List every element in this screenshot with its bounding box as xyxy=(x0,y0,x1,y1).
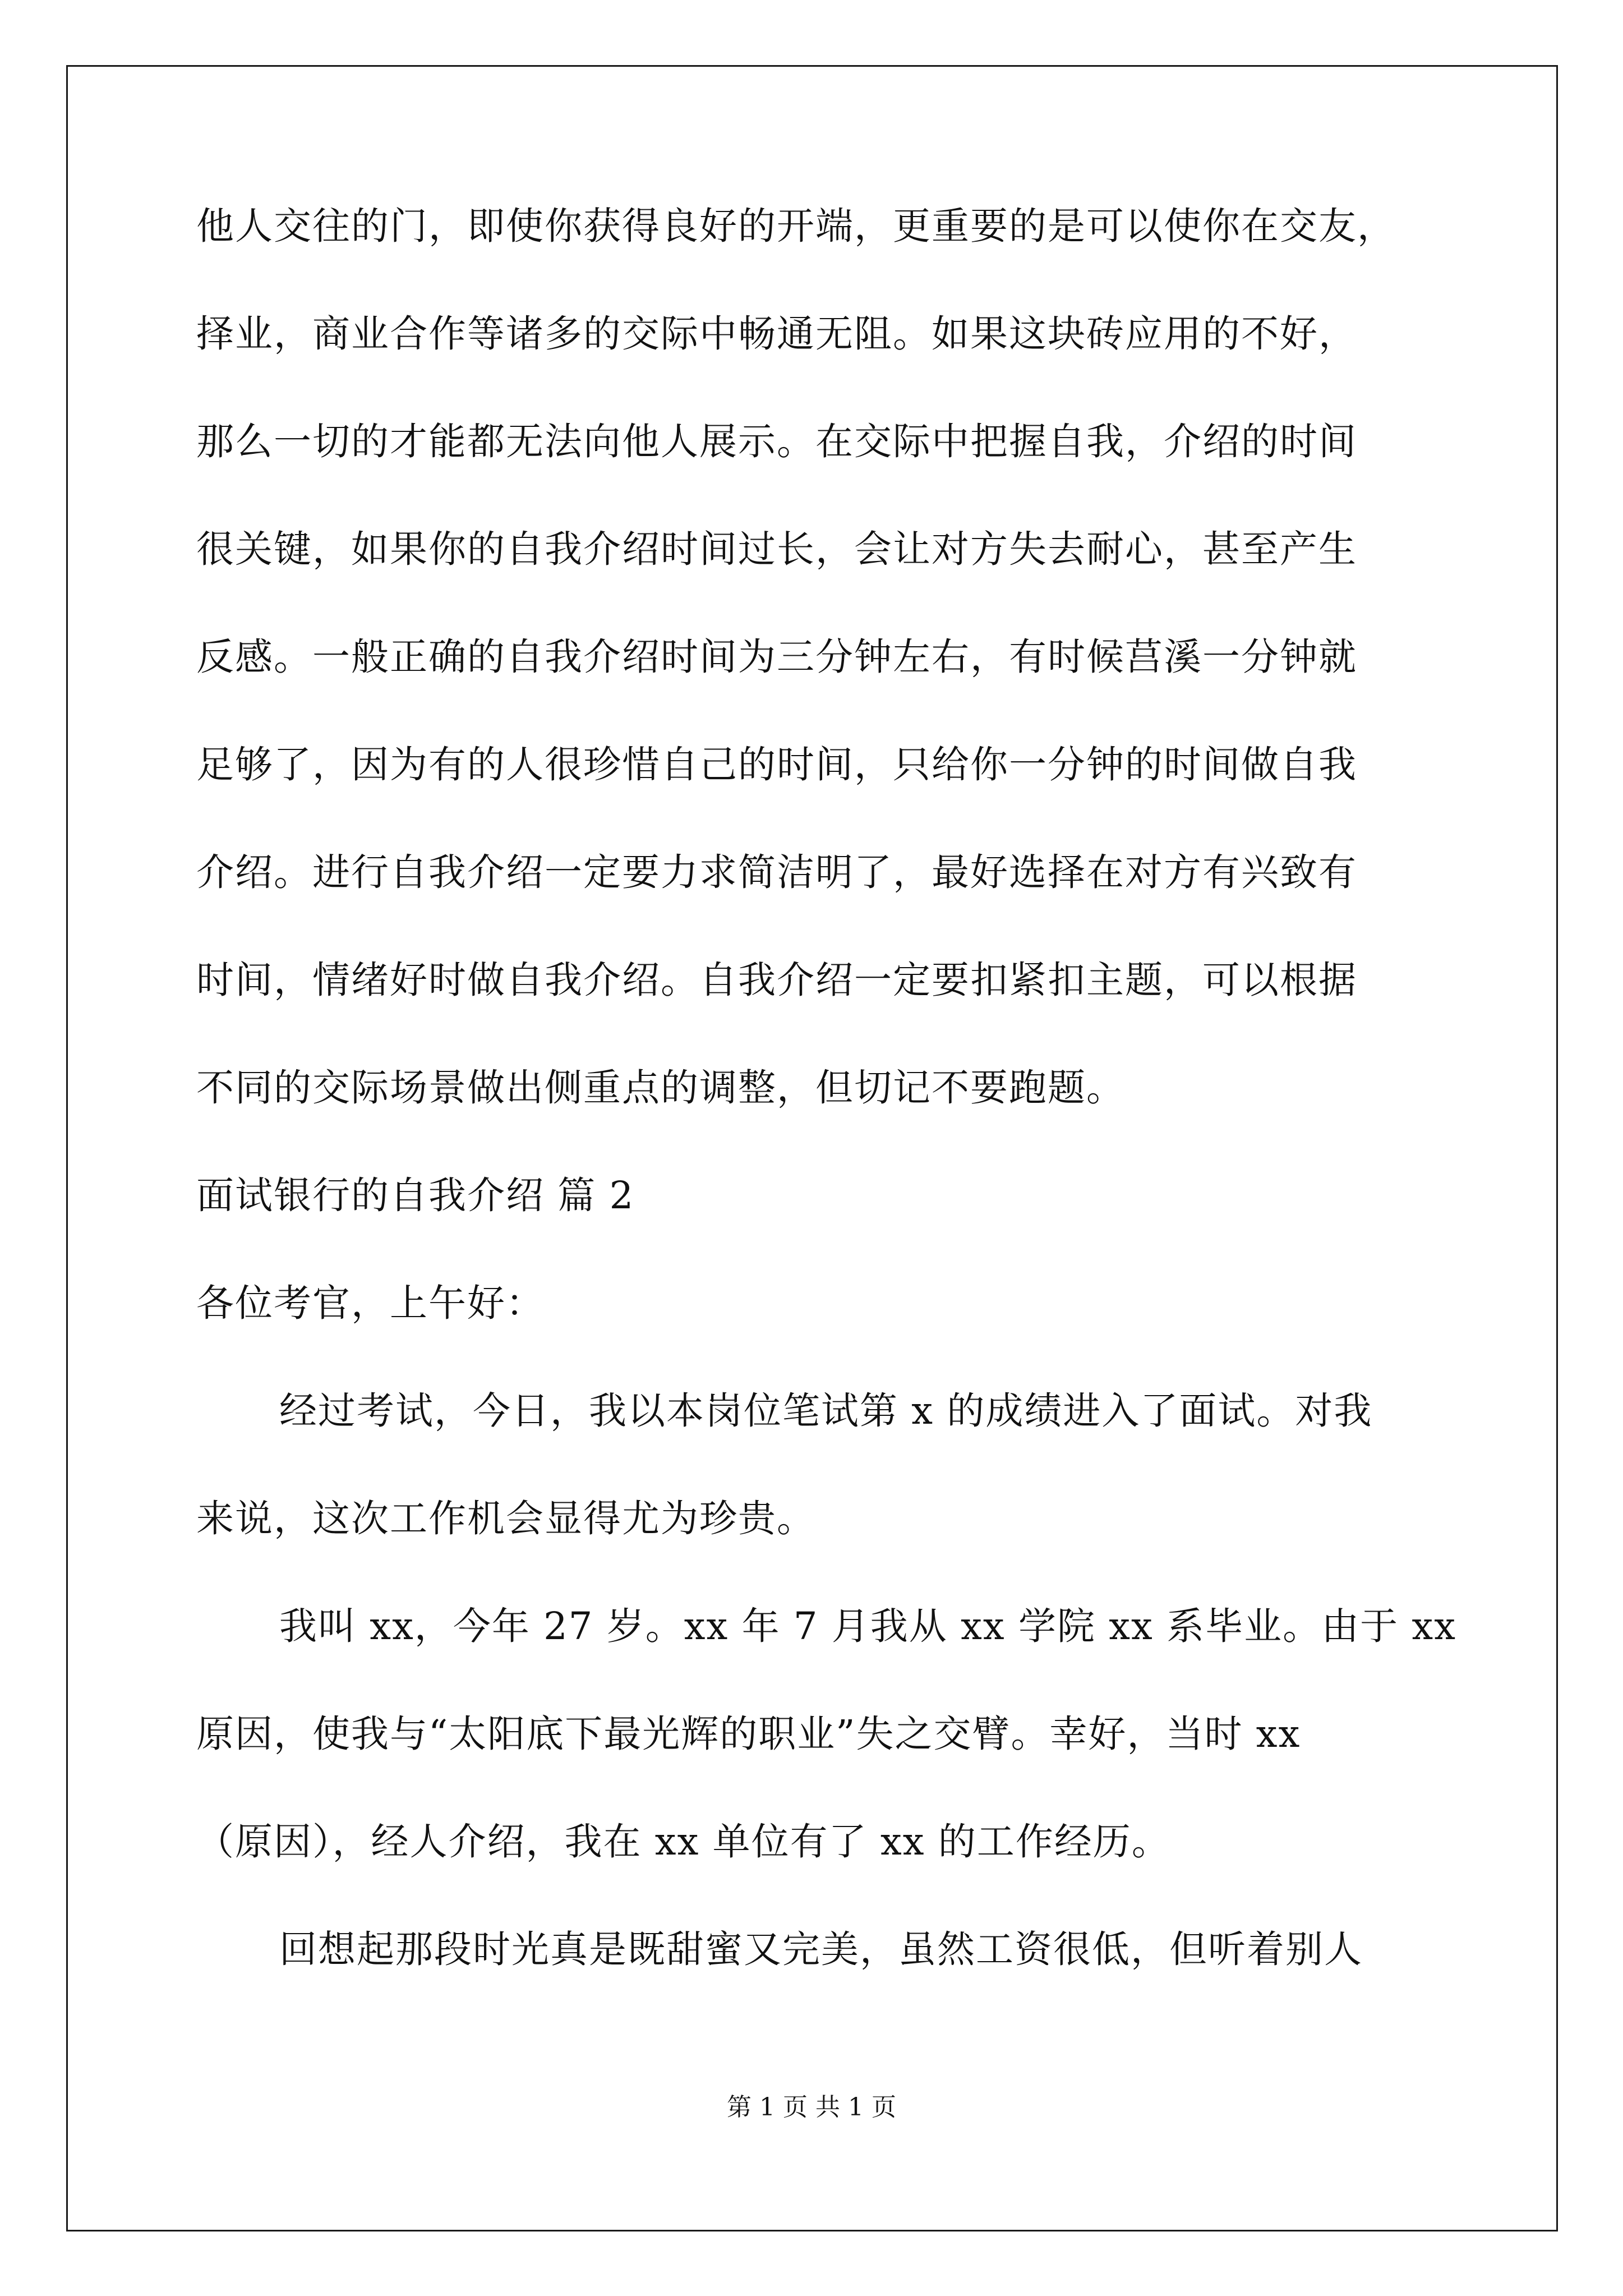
paragraph-start-line: 经过考试，今日，我以本岗位笔试第 x 的成绩进入了面试。对我 xyxy=(279,1389,1373,1433)
text-line: 原因，使我与“太阳底下最光辉的职业”失之交臂。幸好，当时 xx xyxy=(196,1712,1301,1756)
text-line: 很关键，如果你的自我介绍时间过长，会让对方失去耐心，甚至产生 xyxy=(196,527,1357,571)
text-line: （原因），经人介绍，我在 xx 单位有了 xx 的工作经历。 xyxy=(196,1820,1170,1864)
salutation: 各位考官，上午好： xyxy=(196,1281,545,1325)
page-number-footer: 第 1 页 共 1 页 xyxy=(727,2093,896,2122)
section-heading: 面试银行的自我介绍 篇 2 xyxy=(196,1174,635,1217)
document-body xyxy=(196,204,1457,2039)
text-line: 不同的交际场景做出侧重点的调整，但切记不要跑题。 xyxy=(196,1066,1125,1110)
paragraph-start-line: 回想起那段时光真是既甜蜜又完美，虽然工资很低，但听着别人 xyxy=(279,1927,1363,1971)
text-line: 介绍。进行自我介绍一定要力求简洁明了，最好选择在对方有兴致有 xyxy=(196,850,1357,894)
text-line: 那么一切的才能都无法向他人展示。在交际中把握自我，介绍的时间 xyxy=(196,420,1357,463)
text-line: 择业，商业合作等诸多的交际中畅通无阻。如果这块砖应用的不好， xyxy=(196,312,1357,356)
text-line: 反感。一般正确的自我介绍时间为三分钟左右，有时候莒溪一分钟就 xyxy=(196,635,1357,679)
paragraph-start-line: 我叫 xx，今年 27 岁。xx 年 7 月我从 xx 学院 xx 系毕业。由于 xx xyxy=(279,1604,1457,1648)
text-line: 足够了，因为有的人很珍惜自己的时间，只给你一分钟的时间做自我 xyxy=(196,743,1357,786)
text-line: 他人交往的门，即使你获得良好的开端，更重要的是可以使你在交友， xyxy=(196,204,1396,248)
text-line: 时间，情绪好时做自我介绍。自我介绍一定要扣紧扣主题，可以根据 xyxy=(196,958,1357,1002)
text-line: 来说，这次工作机会显得尤为珍贵。 xyxy=(196,1497,815,1540)
